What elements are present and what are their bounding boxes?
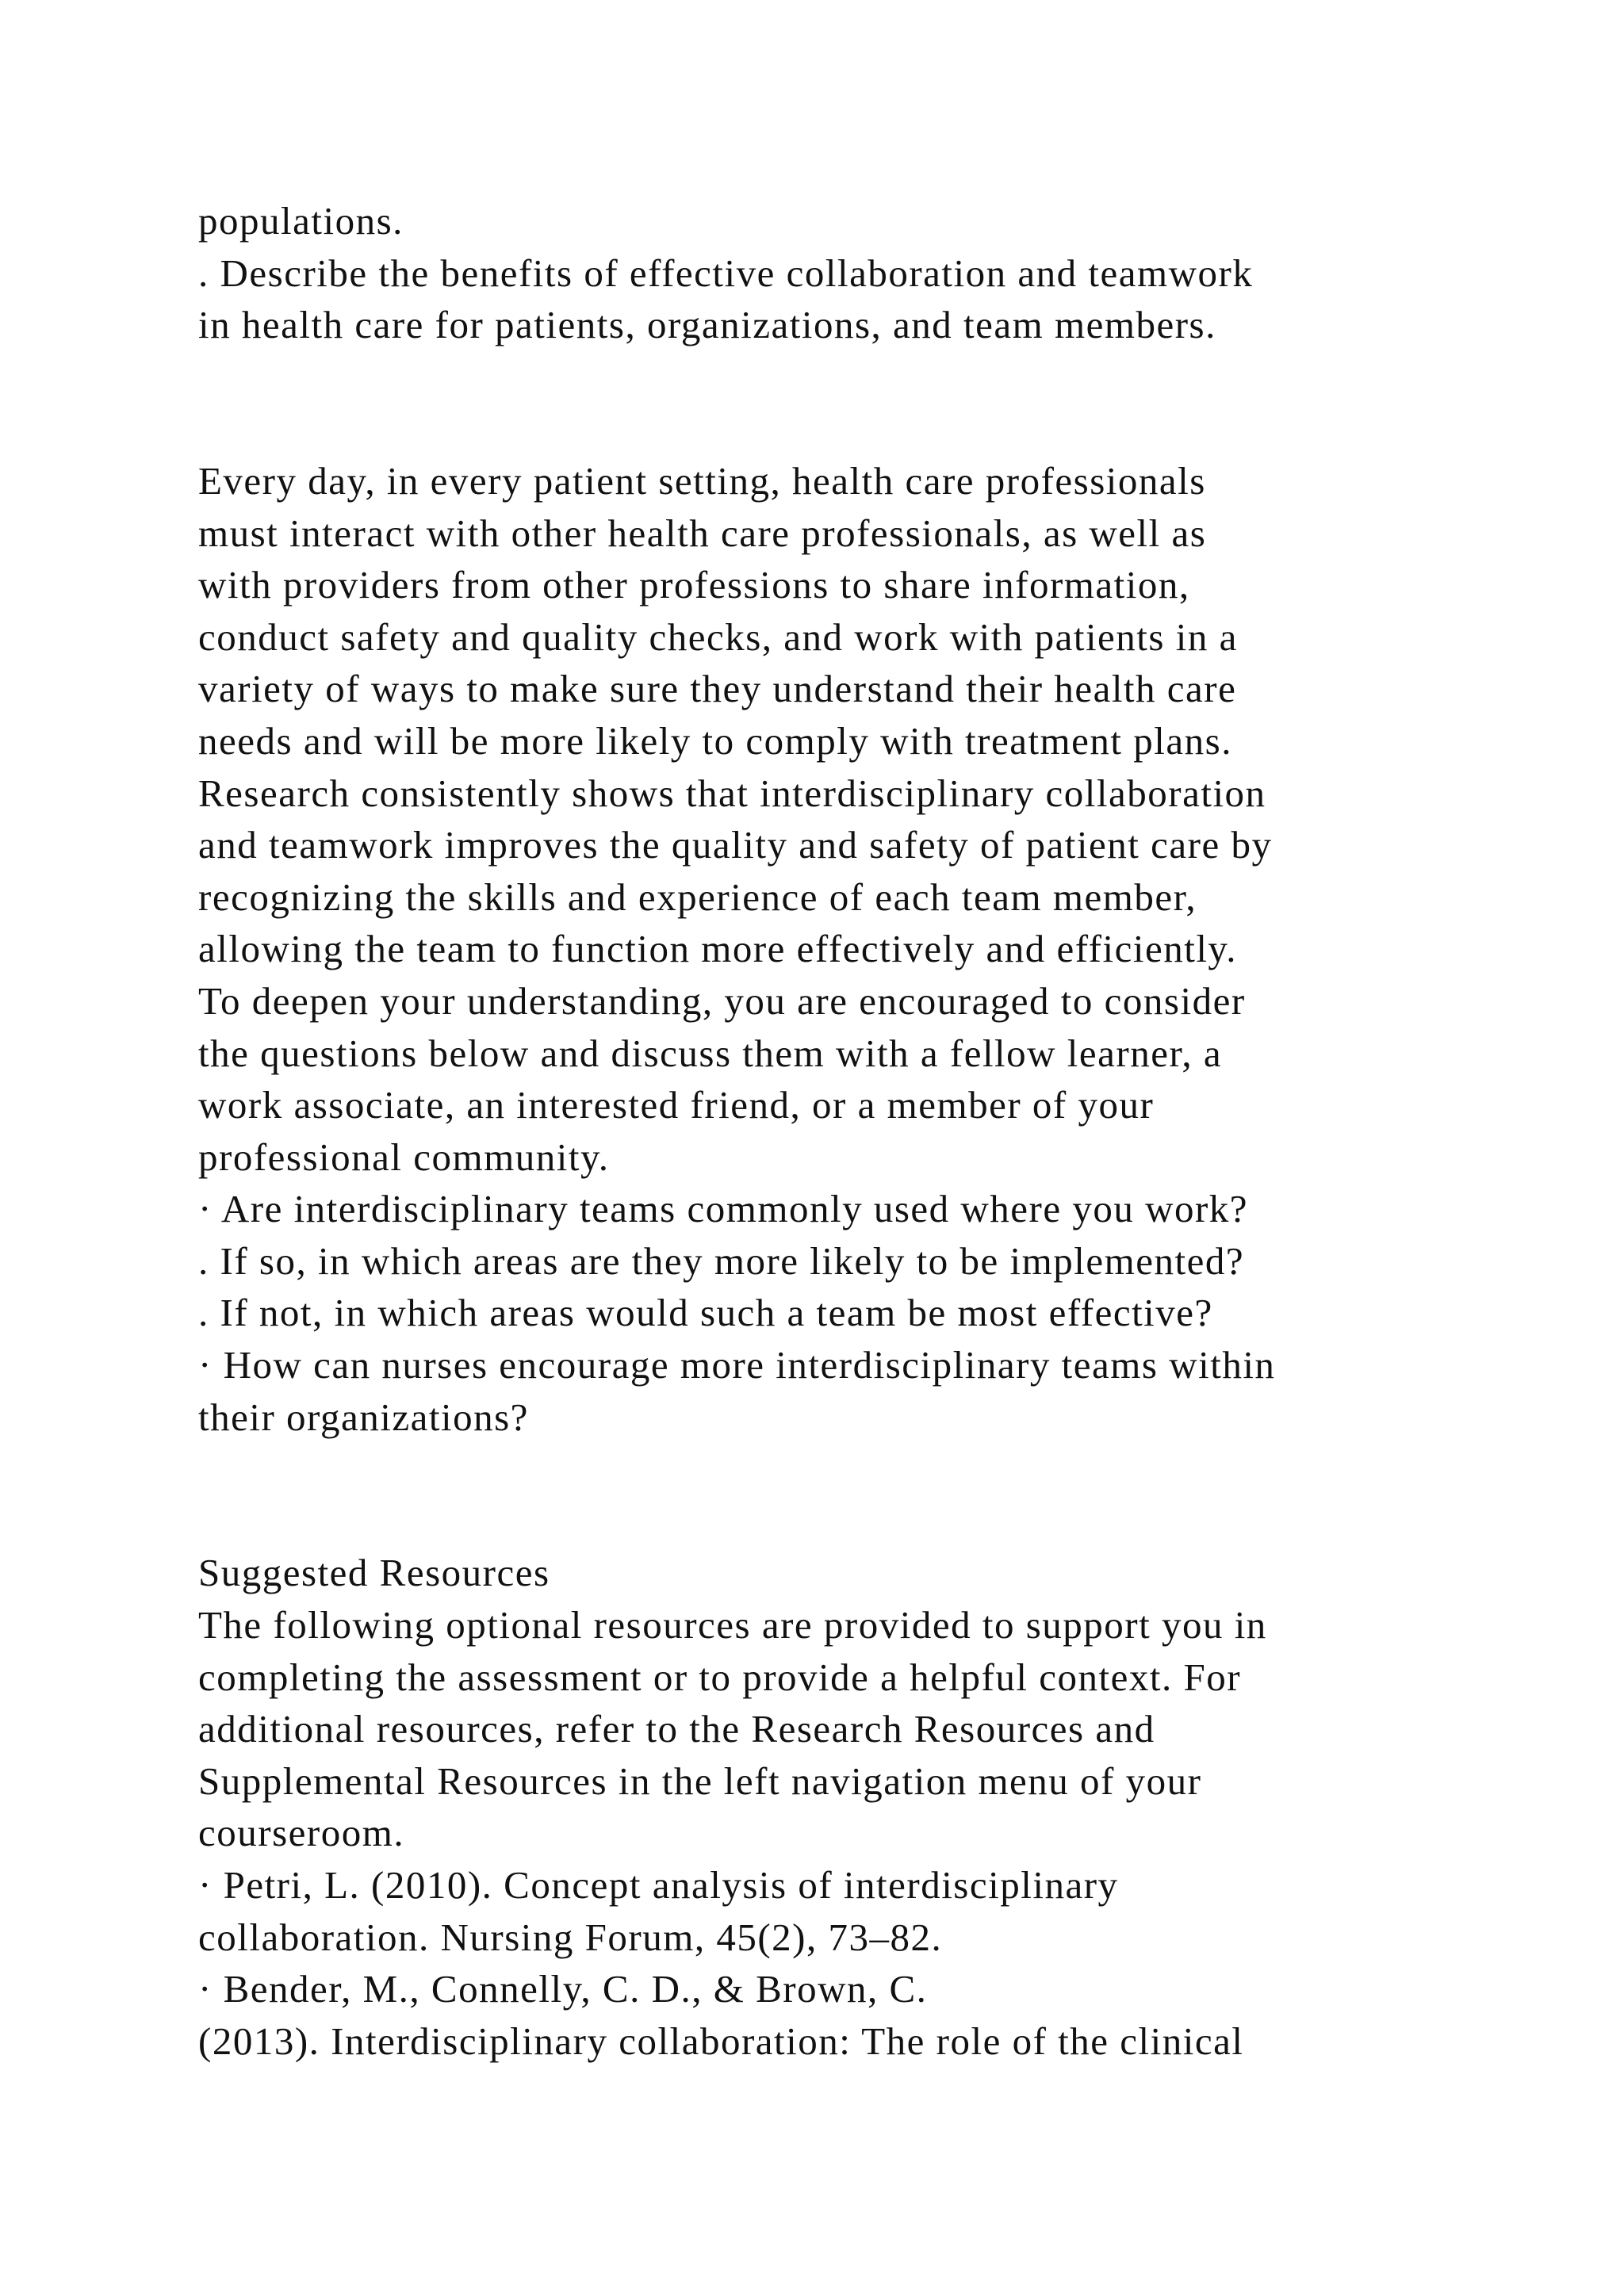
text-line: . Describe the benefits of effective collaboration and teamwork	[198, 251, 1254, 295]
text-line: and teamwork improves the quality and safety of patient care by	[198, 823, 1273, 867]
text-line: needs and will be more likely to comply with treatment plans.	[198, 718, 1232, 763]
text-line: · Petri, L. (2010). Concept analysis of interdisciplinary	[198, 1863, 1119, 1907]
blank-line	[198, 1443, 1507, 1495]
text-line: (2013). Interdisciplinary collaboration: The role of the clinical	[198, 2019, 1244, 2063]
text-line: Suggested Resources	[198, 1551, 550, 1595]
text-line: additional resources, refer to the Research Resources and	[198, 1707, 1155, 1751]
text-line: populations.	[198, 199, 404, 243]
text-line: allowing the team to function more effectively and efficiently.	[198, 927, 1238, 971]
document-body-text	[198, 195, 1507, 2067]
text-line: · Are interdisciplinary teams commonly used where you work?	[198, 1187, 1249, 1231]
text-line: Supplemental Resources in the left navigation menu of your	[198, 1758, 1202, 1803]
blank-line	[198, 403, 1507, 455]
text-line: courseroom.	[198, 1811, 405, 1855]
text-line: recognizing the skills and experience of each team member,	[198, 874, 1197, 919]
text-line: their organizations?	[198, 1395, 529, 1439]
text-line: must interact with other health care professionals, as well as	[198, 511, 1207, 555]
text-line: work associate, an interested friend, or a member of your	[198, 1083, 1155, 1127]
text-line: with providers from other professions to share information,	[198, 563, 1190, 607]
text-line: · How can nurses encourage more interdisciplinary teams within	[198, 1343, 1276, 1387]
text-line: . If so, in which areas are they more likely to be implemented?	[198, 1238, 1245, 1283]
text-line: Every day, in every patient setting, health care professionals	[198, 458, 1206, 503]
text-line: variety of ways to make sure they understand their health care	[198, 667, 1237, 711]
text-line: . If not, in which areas would such a team be most effective?	[198, 1291, 1213, 1335]
blank-line	[198, 1495, 1507, 1548]
text-line: professional community.	[198, 1135, 610, 1179]
text-line: the questions below and discuss them with a fellow learner, a	[198, 1031, 1223, 1075]
text-line: To deepen your understanding, you are encouraged to consider	[198, 978, 1246, 1023]
text-line: · Bender, M., Connelly, C. D., & Brown, C.	[198, 1967, 928, 2011]
text-line: collaboration. Nursing Forum, 45(2), 73–82.	[198, 1915, 943, 1959]
text-line: completing the assessment or to provide a helpful context. For	[198, 1655, 1242, 1699]
text-line: conduct safety and quality checks, and work with patients in a	[198, 614, 1238, 659]
text-line: The following optional resources are provided to support you in	[198, 1603, 1267, 1647]
text-line: in health care for patients, organizations, and team members.	[198, 303, 1216, 347]
blank-line	[198, 351, 1507, 404]
text-line: Research consistently shows that interdisciplinary collaboration	[198, 771, 1266, 815]
